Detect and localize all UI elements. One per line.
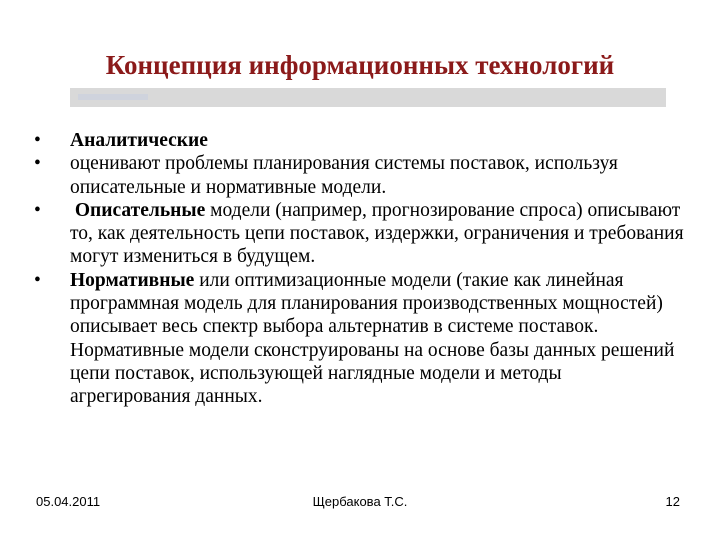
footer-page-number: 12 — [665, 494, 680, 509]
bullet-item-analytical — [34, 129, 684, 152]
title-underline-bar — [70, 88, 666, 107]
bullet-icon: • — [34, 269, 41, 291]
bullet-icon: • — [34, 130, 41, 151]
bullet-list — [34, 129, 684, 409]
footer-date: 05.04.2011 — [36, 494, 101, 509]
bullet-item-descriptive — [34, 199, 684, 269]
bullet-term: Аналитические — [70, 130, 208, 151]
bullet-term: Нормативные — [70, 269, 195, 291]
bullet-icon: • — [34, 153, 41, 175]
bullet-item-normative — [34, 269, 684, 409]
bullet-icon: • — [34, 199, 41, 221]
bullet-text: оценивают проблемы планирования системы поставок, используя описательные и нормативные модели. — [70, 153, 618, 198]
bullet-text: или оптимизационные модели (такие как линейная программная модель для планирования производственных мощностей) описывает весь спектр выбора альтернатив в системе поставок. Нормативные модели сконструированы на основе базы данных решений цепи поставок, использующей наглядные модели и методы агрегирования данных. — [70, 269, 675, 408]
bullet-item-evaluate — [34, 152, 684, 199]
title-bar-decoration — [78, 94, 148, 100]
footer-author: Щербакова Т.С. — [312, 494, 408, 509]
bullet-term: Описательные — [74, 199, 206, 221]
bullet-text: модели (например, прогнозирование спроса) описывают то, как деятельность цепи поставок, издержки, ограничения и требования могут измениться в будущем. — [70, 199, 684, 268]
slide-title: Концепция информационных технологий — [105, 50, 615, 80]
